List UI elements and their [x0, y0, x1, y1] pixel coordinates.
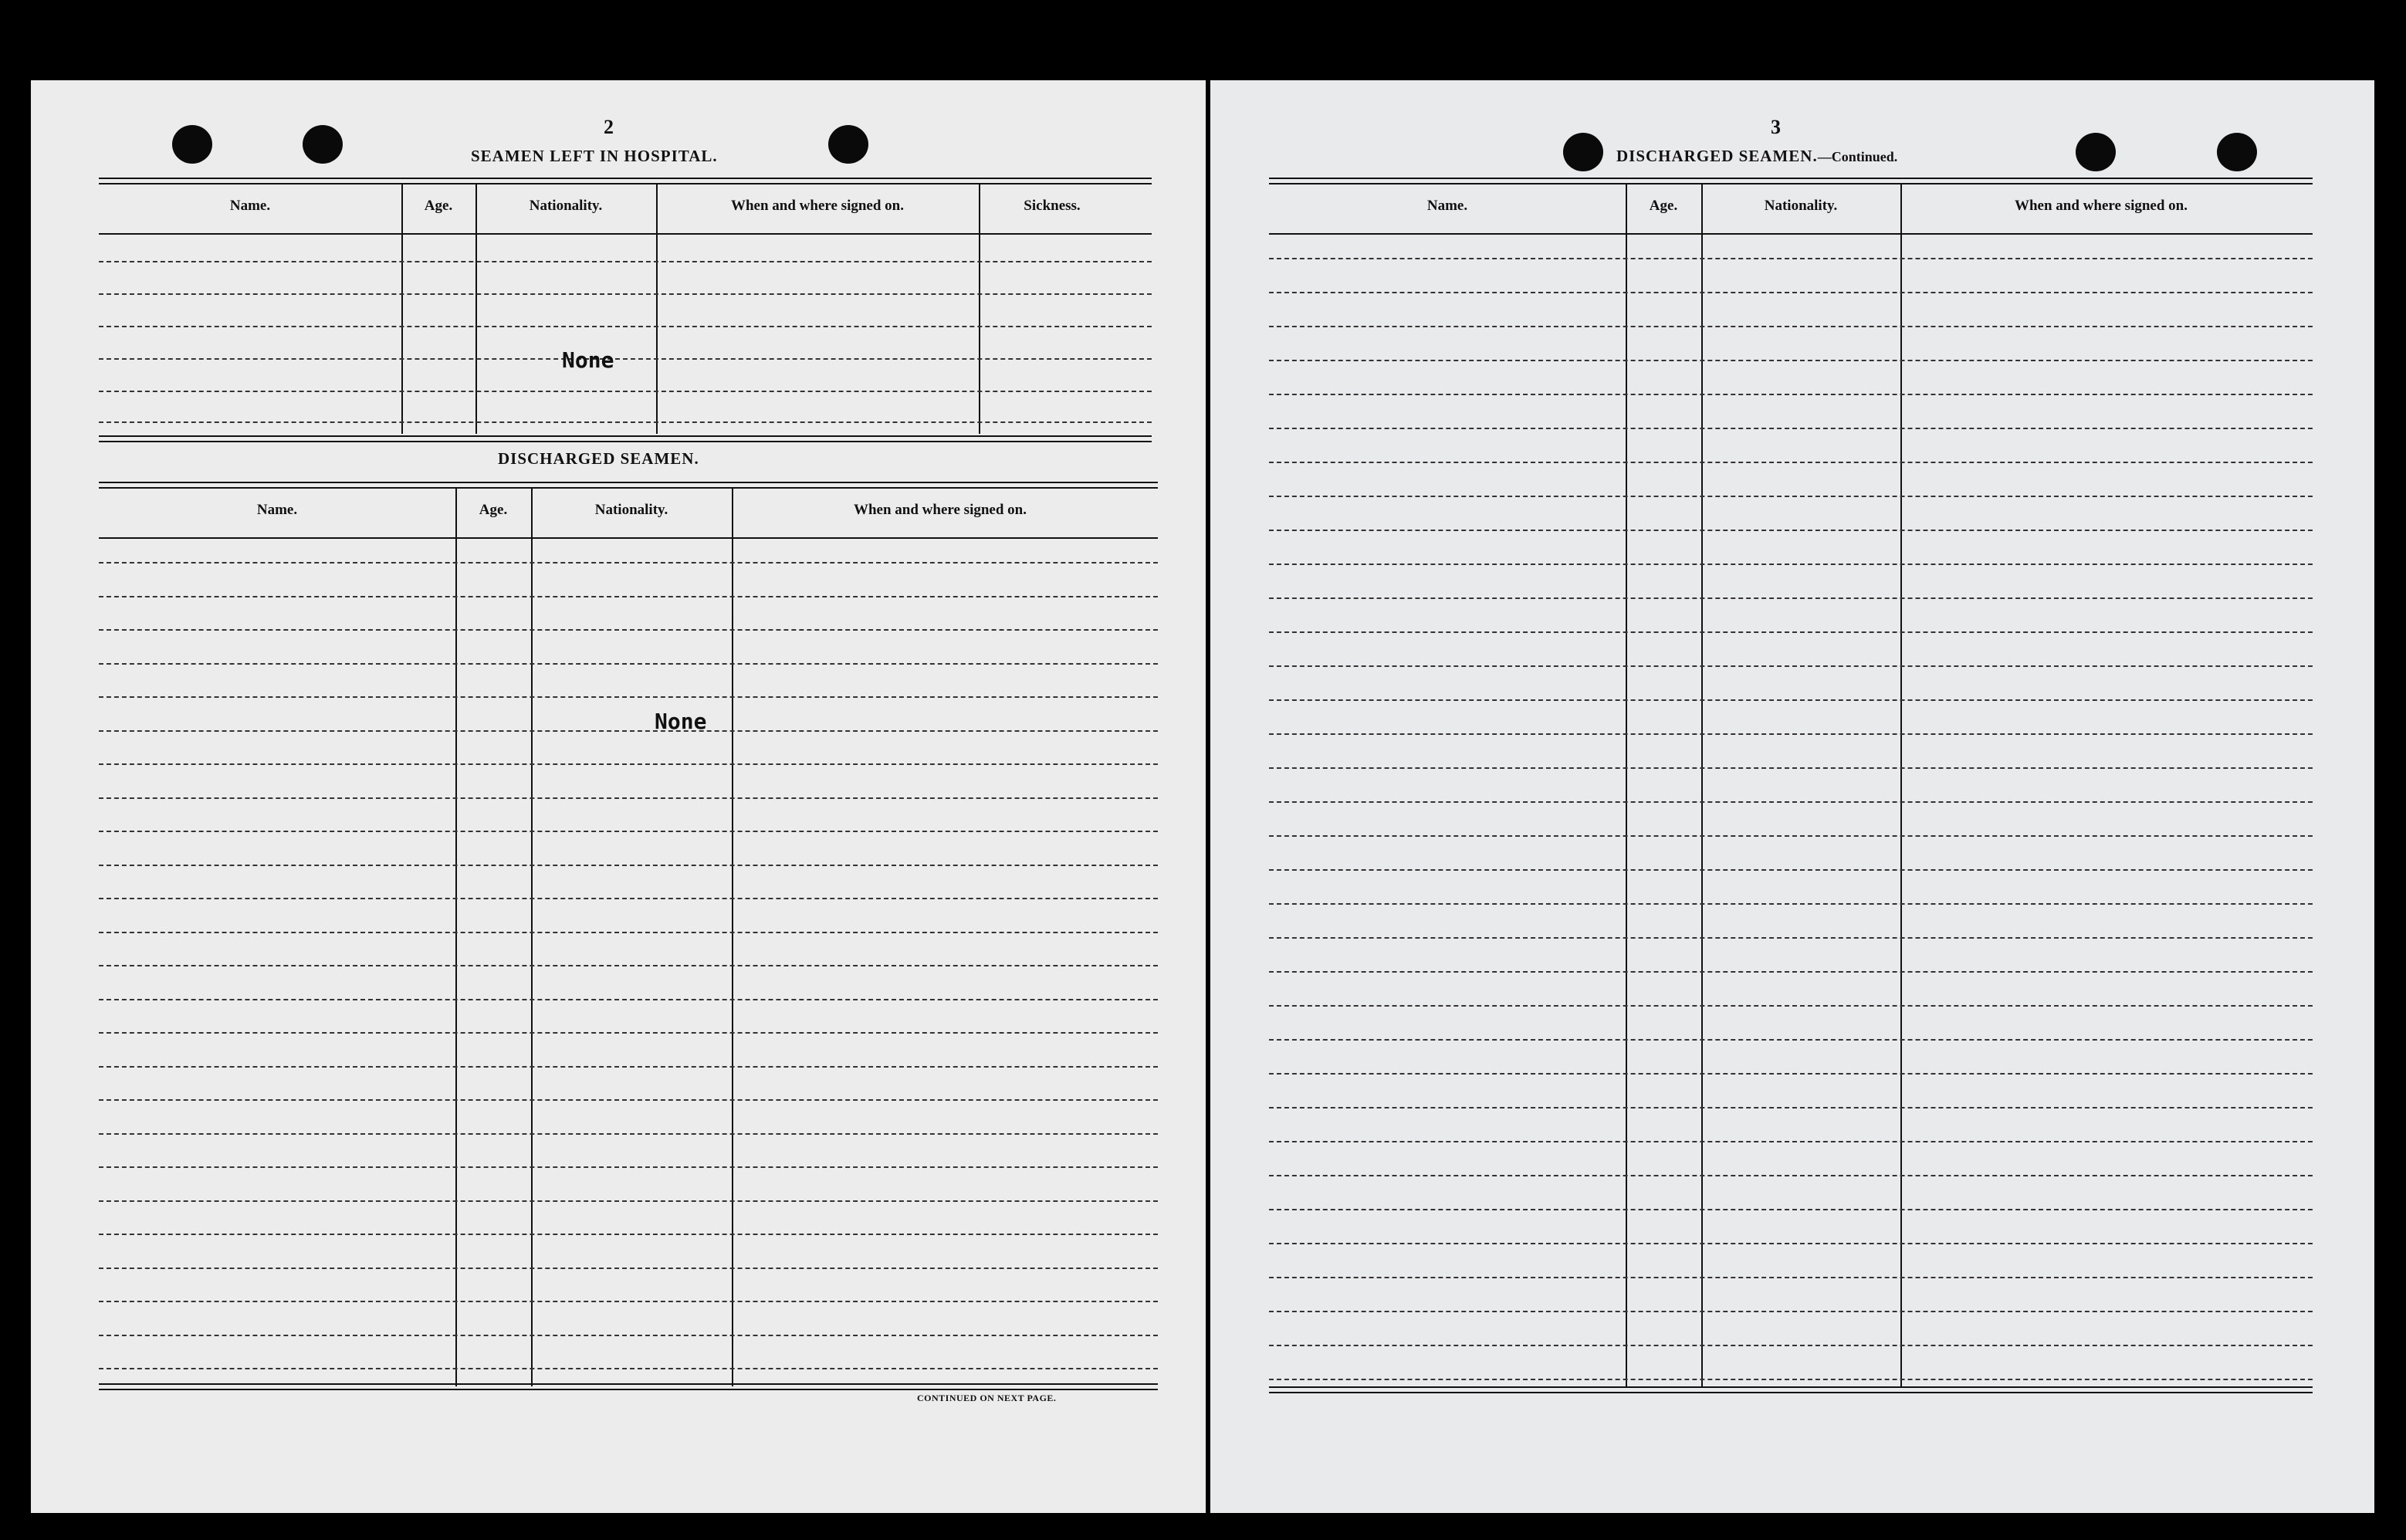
ruling-line: [99, 596, 1158, 597]
discharged-table: [99, 482, 1158, 1470]
ruling-line: [1269, 1107, 2313, 1108]
punch-hole: [172, 125, 212, 164]
ruling-line: [1269, 767, 2313, 769]
ruling-line: [99, 1066, 1158, 1068]
ruling-line: [1269, 360, 2313, 361]
ruling-line: [1269, 801, 2313, 803]
ruling-line: [1269, 258, 2313, 259]
ruling-line: [99, 1301, 1158, 1302]
column-header-name: Name.: [256, 502, 298, 518]
ruling-line: [1269, 394, 2313, 395]
column-header-sickness: Sickness.: [1024, 198, 1081, 214]
ruling-line: [99, 1368, 1158, 1369]
column-header-age: Age.: [1649, 198, 1678, 214]
ruling-line: [1269, 1039, 2313, 1041]
ruling-line: [1269, 530, 2313, 531]
punch-hole: [303, 125, 343, 164]
ruling-line: [99, 999, 1158, 1000]
punch-hole: [2217, 133, 2257, 171]
ruling-line: [1269, 1311, 2313, 1312]
discharged-continued-title: DISCHARGED SEAMEN.—Continued.: [1616, 147, 1898, 165]
ruling-line: [99, 696, 1158, 698]
ruling-line: [1269, 1005, 2313, 1007]
ruling-line: [1269, 428, 2313, 429]
discharged-section-title: DISCHARGED SEAMEN.: [498, 449, 699, 468]
ruling-line: [99, 1234, 1158, 1235]
ruling-line: [1269, 631, 2313, 633]
page-number: 3: [1771, 116, 1781, 138]
punch-hole: [2076, 133, 2116, 171]
ruling-line: [1269, 903, 2313, 905]
ruling-line: [99, 1166, 1158, 1168]
hospital-entry: None: [562, 347, 614, 373]
continued-note: CONTINUED ON NEXT PAGE.: [917, 1393, 1057, 1403]
ruling-line: [1269, 1345, 2313, 1346]
column-header-signed-on: When and where signed on.: [730, 198, 904, 214]
column-header-name: Name.: [229, 198, 271, 214]
column-header-signed-on: When and where signed on.: [2014, 198, 2188, 214]
ruling-line: [1269, 1175, 2313, 1176]
ruling-line: [1269, 699, 2313, 701]
ruling-line: [1269, 869, 2313, 871]
ruling-line: [99, 898, 1158, 899]
ruling-line: [1269, 971, 2313, 973]
ruling-line: [99, 562, 1158, 564]
ruling-line: [1269, 1209, 2313, 1210]
ruling-line: [99, 1268, 1158, 1269]
left-page: [31, 80, 1206, 1513]
ruling-line: [1269, 733, 2313, 735]
ruling-line: [1269, 665, 2313, 667]
column-header-age: Age.: [479, 502, 508, 518]
ruling-line: [99, 1133, 1158, 1135]
ruling-line: [99, 730, 1158, 732]
column-header-signed-on: When and where signed on.: [853, 502, 1027, 518]
ruling-line: [99, 1032, 1158, 1034]
right-page: [1210, 80, 2374, 1513]
ruling-line: [1269, 835, 2313, 837]
ruling-line: [1269, 496, 2313, 497]
ruling-line: [99, 663, 1158, 665]
ruling-line: [1269, 597, 2313, 599]
ruling-line: [99, 1335, 1158, 1336]
ruling-line: [99, 1099, 1158, 1101]
punch-hole: [1563, 133, 1603, 171]
hospital-section-title: SEAMEN LEFT IN HOSPITAL.: [471, 147, 718, 165]
ruling-line: [1269, 326, 2313, 327]
ruling-line: [1269, 1141, 2313, 1142]
ruling-line: [99, 797, 1158, 799]
ruling-line: [99, 932, 1158, 933]
page-number: 2: [604, 116, 614, 138]
ruling-line: [99, 629, 1158, 631]
ruling-line: [1269, 564, 2313, 565]
ruling-line: [1269, 462, 2313, 463]
discharged-entry: None: [655, 709, 707, 734]
column-header-nationality: Nationality.: [594, 502, 668, 518]
ruling-line: [1269, 1243, 2313, 1244]
column-header-age: Age.: [424, 198, 453, 214]
column-header-nationality: Nationality.: [1764, 198, 1838, 214]
ruling-line: [1269, 292, 2313, 293]
ruling-line: [1269, 937, 2313, 939]
ruling-line: [99, 763, 1158, 765]
punch-hole: [828, 125, 868, 164]
column-header-nationality: Nationality.: [529, 198, 603, 214]
ruling-line: [99, 831, 1158, 832]
ruling-line: [99, 865, 1158, 866]
column-header-name: Name.: [1426, 198, 1468, 214]
hospital-table: [99, 178, 1152, 442]
ruling-line: [1269, 1073, 2313, 1075]
ruling-line: [1269, 1379, 2313, 1380]
ruling-line: [1269, 1277, 2313, 1278]
ruling-line: [99, 965, 1158, 966]
ruling-line: [99, 1200, 1158, 1202]
discharged-continued-table: [1269, 178, 2313, 1474]
